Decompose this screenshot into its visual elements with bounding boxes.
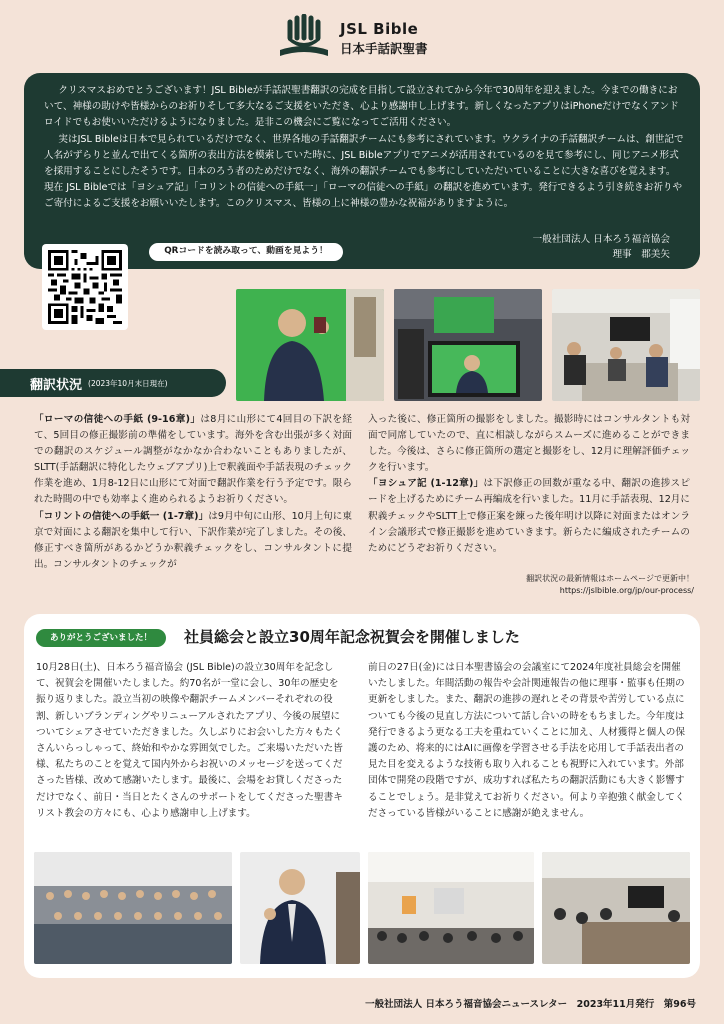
section-title: 翻訳状況: [30, 377, 83, 393]
signature-org: 一般社団法人 日本ろう福音協会: [532, 234, 670, 245]
event-title: 社員総会と設立30周年記念祝賀会を開催しました: [184, 628, 520, 646]
header: [276, 14, 428, 62]
brand-english: JSL Bible: [340, 19, 419, 38]
signature-name: 理事 郡美矢: [612, 248, 670, 260]
event-right-text: 前日の27日(金)には日本聖書協会の会議室にて2024年度社員総会を開催いたしました。年間活動の報告や会計関連報告の他に理事・監事も任期の更新をしました。また、翻訳の進捗の遅れとその背景や苦労している点についても今後の見直し方法について話し合いの時をもちました。今年度は発行できるよう更なる工夫を重ねていくことに加え、人材獲得と個人の保護のため、将来的にはAIに画像を学習させる手法を応用して手話表出者の見た目を変えるような技術も取り入れることも視野に入れています。外部団体で開発の段階ですが、成功すれば私たちの翻訳活動にも大きく影響することでしょう。是非覚えてお祈りください。何より辛抱強く献金してくださっている皆様がいることに感謝が絶えません。: [368, 662, 685, 819]
photo-filming-studio: [394, 289, 542, 401]
corinthians-heading: 「コリントの信徒への手紙一 (1-7章)」: [34, 510, 209, 522]
update-note-text: 翻訳状況の最新情報はホームページで更新中！: [526, 574, 694, 583]
footer: 一般社団法人 日本ろう福音協会ニュースレター 2023年11月発行 第96号: [365, 999, 696, 1010]
event-box: [24, 614, 700, 978]
signature: [533, 233, 670, 262]
photo-group: [34, 852, 232, 964]
thanks-badge: ありがとうございました！: [36, 629, 166, 647]
photo-speaker: [240, 852, 360, 964]
qr-label: QRコードを読み取って、動画を見よう！: [148, 242, 344, 262]
translation-left-column: [34, 412, 352, 573]
update-note: [526, 573, 694, 597]
greeting-paragraph-2: 実はJSL Bibleは日本で見られているだけでなく、世界各地の手話翻訳チームにも参考にされています。ウクライナの手話翻訳チームは、創世記で人名がずらりと並んで出てくる箇所の表出方法を模索していた時に、JSL Bibleアプリでアニメが活用されているのを見て参考にし、同じアニメ形式を採用することにしたそうです。日本のろう者のためだけでなく、海外の翻訳チームでも参考にしていただいていることに大きな喜びを覚えます。現在 JSL Bibleでは「ヨシュア記」「コリントの信徒への手紙一」「ローマの信徒への手紙」の翻訳を進めています。発行できるよう引き続きお祈りやご寄付によるご支援をお願いいたします。このクリスマス、皆様の上に神様の豊かな祝福がありますように。: [44, 133, 684, 210]
romans-heading: 「ローマの信徒への手紙 (9-16章)」: [34, 414, 201, 425]
corinthians-body-cont: 入った後に、修正箇所の撮影をしました。撮影時にはコンサルタントも対面で同席していたので、直に相談しながらスムーズに進めることができました。今後は、さらに修正箇所の選定と撮影をし、12月に理解評価チェックを行います。: [368, 414, 690, 474]
photo-conference-room: [542, 852, 690, 964]
qr-code[interactable]: [42, 244, 128, 330]
translation-status-heading: [0, 369, 226, 397]
corinthians-body: は9月中旬に山形、10月上旬に東京で対面による翻訳を集中して行い、下訳作業が完了しました。その後、修正すべき箇所があるかどうか釈義チェックをし、コンサルタントに提出。コンサルタントのチェックが: [34, 510, 352, 570]
photo-hall: [368, 852, 534, 964]
event-left-text: 10月28日(土)、日本ろう福音協会 (JSL Bible)の設立30周年を記念して、祝賀会を開催いたしました。約70名が一堂に会し、30年の歴史を振り返りました。設立当初の映像や翻訳チームメンバーそれぞれの役割、新しいブランディングやリニューアルされたアプリ、今後の展望についてシェアさせていただきました。久しぶりにお会いした方々もたくさんいらっしゃって、終始和やかな雰囲気でした。ご来場いただいた皆様、私たちのことを覚えて国内外からお祝いのメッセージを送ってくださった皆様、改めて感謝いたします。最後に、会場をお貸しくださっただけでなく、前日・当日とたくさんのサポートをしてくださった聖書キリスト教会の方々にも、心より感謝申し上げます。: [36, 662, 343, 819]
translation-right-column: [368, 412, 690, 557]
joshua-body: は下訳修正の回数が重なる中、翻訳の進捗スピードを上げるためにチーム再編成を行いました。11月に手話表現、12月に釈義チェックやSLTT上で修正案を練った後年明け以降に対面またはオンライン会議形式で修正撮影を進めていきます。新らたに編成されたチームのためにどうぞお祈りください。: [368, 478, 690, 554]
brand-japanese: 日本手話訳聖書: [340, 40, 428, 56]
romans-body: は8月に山形にて4回目の下訳を経て、5回目の修正撮影前の準備をしています。海外を含む出張が多く対面での翻訳のスケジュール調整がなかなか合わないこともありましたが、SLTT(手話翻訳に特化したウェブアプリ)上で釈義面や手話表現のチェック作業を進め、1月8-12日に山形にて対面で翻訳作業を行う予定です。限られた時間の中でも効率よく進められるようお祈りください。: [34, 414, 352, 506]
greeting-box: [24, 73, 700, 269]
qr-code-icon: [48, 250, 122, 324]
hand-book-logo-icon: [276, 14, 332, 62]
section-date: (2023年10月末日現在): [88, 378, 168, 388]
photo-signer-greenscreen: [236, 289, 384, 401]
joshua-heading: 「ヨシュア記 (1-12章)」: [368, 478, 484, 490]
update-note-url[interactable]: https://jslbible.org/jp/our-process/: [559, 586, 694, 595]
photo-meeting-room: [552, 289, 700, 401]
greeting-paragraph-1: クリスマスおめでとうございます！JSL Bibleが手話訳聖書翻訳の完成を目指して設立されてから今年で30周年を迎えました。今までの働きにおいて、神様の助けや皆様からのお祈りそして多大なるご支援をいただき、心より感謝申し上げます。新しくなったアプリはiPhoneだけでなくアンドロイドでもお使いいただけるようになりました。是非この機会にご覧になってご活用ください。: [44, 85, 679, 129]
